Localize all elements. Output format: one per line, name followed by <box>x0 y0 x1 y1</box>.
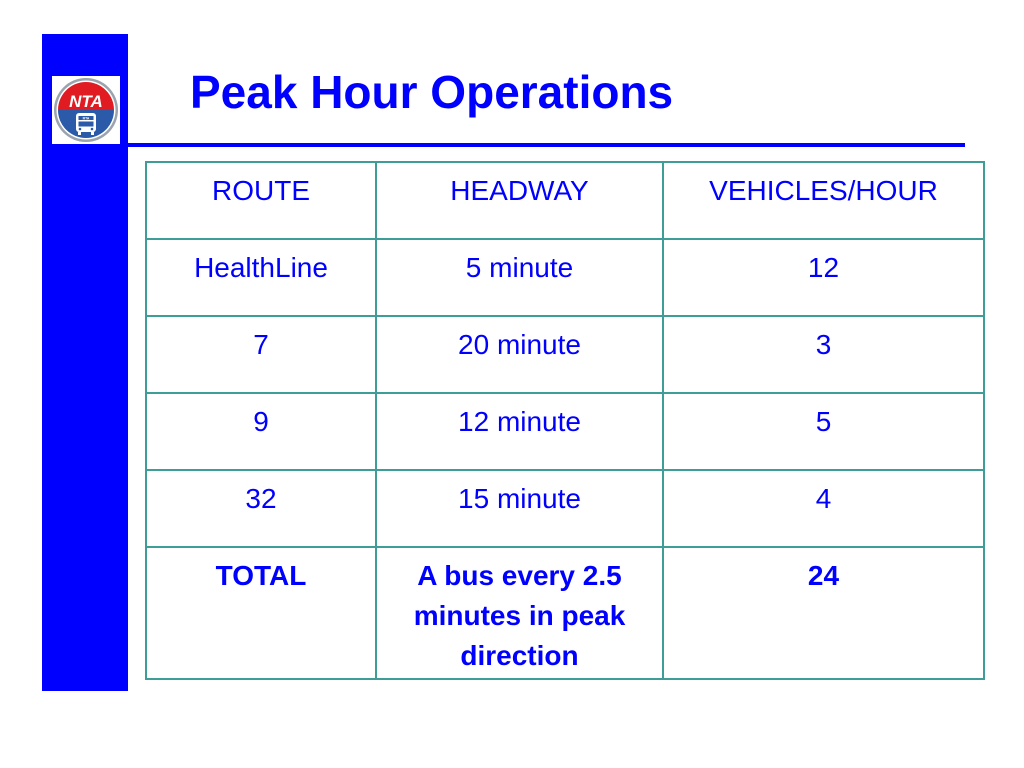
headway-cell: 15 minute <box>376 470 663 547</box>
table-row <box>146 393 984 470</box>
total-headway: A bus every 2.5 minutes in peak direction <box>376 547 663 679</box>
peak-hour-table <box>145 161 985 680</box>
vehicles-cell: 12 <box>663 239 984 316</box>
vehicles-cell: 5 <box>663 393 984 470</box>
route-cell: 32 <box>146 470 376 547</box>
total-vehicles: 24 <box>663 547 984 679</box>
table-row <box>146 239 984 316</box>
page-title: Peak Hour Operations <box>190 66 674 118</box>
headway-cell: 12 minute <box>376 393 663 470</box>
headway-cell: 20 minute <box>376 316 663 393</box>
header-vehicles-per-hour: VEHICLES/HOUR <box>663 162 984 239</box>
route-cell: HealthLine <box>146 239 376 316</box>
route-cell: 9 <box>146 393 376 470</box>
table-header-row <box>146 162 984 239</box>
table-row <box>146 470 984 547</box>
transit-logo-icon <box>52 76 120 144</box>
logo-bus-sign: RTA <box>82 116 90 121</box>
logo-text: NTA <box>69 92 103 111</box>
table-total-row <box>146 547 984 679</box>
title-divider <box>128 143 965 147</box>
headway-cell: 5 minute <box>376 239 663 316</box>
transit-logo <box>52 76 120 144</box>
header-route: ROUTE <box>146 162 376 239</box>
total-label: TOTAL <box>146 547 376 679</box>
vehicles-cell: 4 <box>663 470 984 547</box>
header-headway: HEADWAY <box>376 162 663 239</box>
route-cell: 7 <box>146 316 376 393</box>
vehicles-cell: 3 <box>663 316 984 393</box>
table-row <box>146 316 984 393</box>
